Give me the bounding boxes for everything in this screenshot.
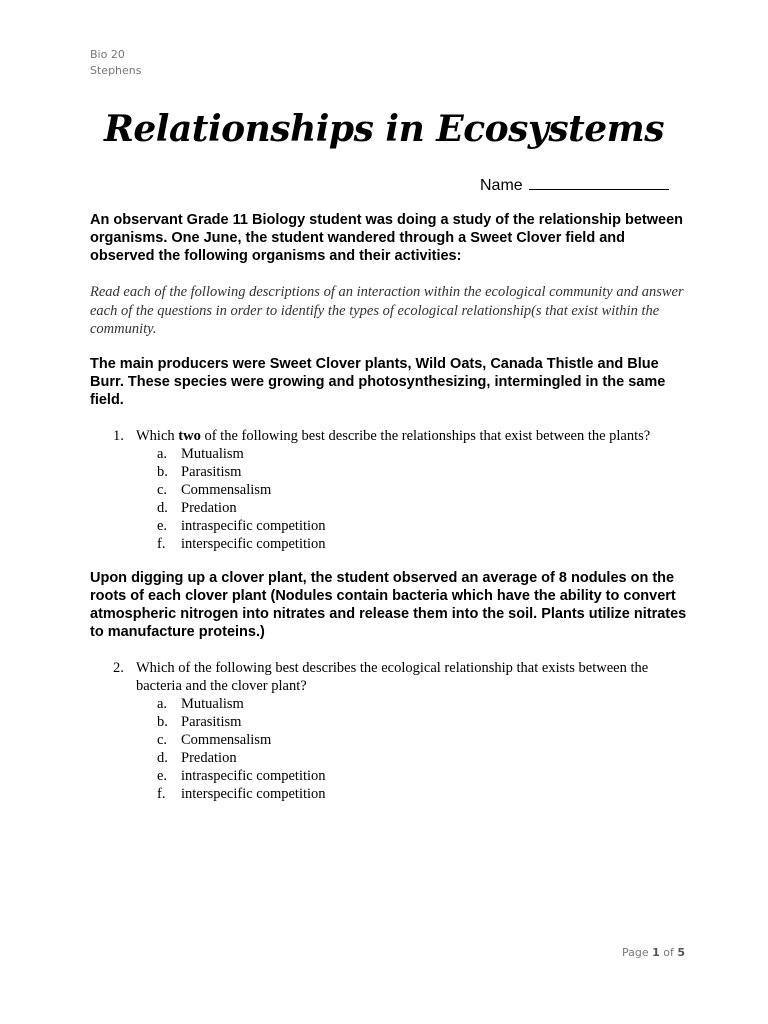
question-1-number: 1. <box>113 428 124 444</box>
question-2-number: 2. <box>113 660 124 676</box>
question-2-options <box>113 695 693 803</box>
option-text: Commensalism <box>181 482 272 498</box>
name-field <box>480 175 669 195</box>
option-text: Parasitism <box>181 714 242 730</box>
option <box>157 767 693 785</box>
question-1 <box>113 427 693 553</box>
question-1-text-after: of the following best describe the relationships that exist between the plants? <box>200 428 651 444</box>
option-text: Mutualism <box>181 696 244 712</box>
option-letter: e. <box>157 768 168 784</box>
option-text: Mutualism <box>181 446 244 462</box>
option <box>157 695 693 713</box>
teacher-label: Stephens <box>90 64 142 77</box>
question-1-text-before: Which <box>136 428 179 444</box>
option-text: interspecific competition <box>181 536 326 552</box>
option <box>157 713 693 731</box>
instructions-paragraph: Read each of the following descriptions of an interaction within the ecological community and answer each of the questions in order to identify the types of ecological relationship(s that exist within the community. <box>90 284 684 337</box>
option <box>157 481 693 499</box>
scenario-1-paragraph: The main producers were Sweet Clover plants, Wild Oats, Canada Thistle and Blue Burr. These species were growing and photosynthesizing, intermingled in the same field. <box>90 356 666 408</box>
option-text: intraspecific competition <box>181 768 326 784</box>
current-page: 1 <box>652 946 660 959</box>
option <box>157 517 693 535</box>
option <box>157 785 693 803</box>
name-label: Name <box>480 177 523 194</box>
page-word: Page <box>622 946 649 959</box>
option-letter: a. <box>157 446 168 462</box>
option <box>157 499 693 517</box>
course-label: Bio 20 <box>90 48 125 61</box>
option-letter: d. <box>157 750 168 766</box>
option <box>157 445 693 463</box>
question-1-text <box>136 427 693 445</box>
option-text: Parasitism <box>181 464 242 480</box>
header-meta <box>90 47 142 79</box>
question-1-text-bold: two <box>178 428 201 444</box>
name-blank-line <box>529 175 669 190</box>
question-1-options <box>113 445 693 553</box>
option <box>157 535 693 553</box>
option <box>157 463 693 481</box>
option-text: Predation <box>181 500 237 516</box>
option-letter: c. <box>157 482 168 498</box>
option-text: interspecific competition <box>181 786 326 802</box>
option-letter: f. <box>157 786 166 802</box>
option <box>157 731 693 749</box>
option-letter: b. <box>157 714 168 730</box>
option <box>157 749 693 767</box>
question-2 <box>113 659 693 803</box>
scenario-2-paragraph: Upon digging up a clover plant, the student observed an average of 8 nodules on the roots of each clover plant (Nodules contain bacteria which have the ability to convert atmospheric nitrogen into nitrates and release them into the soil. Plants utilize nitrates to manufacture proteins.) <box>90 570 687 640</box>
question-2-text: Which of the following best describes the ecological relationship that exists between the bacteria and the clover plant? <box>136 660 649 694</box>
option-letter: d. <box>157 500 168 516</box>
option-letter: e. <box>157 518 168 534</box>
option-text: intraspecific competition <box>181 518 326 534</box>
total-pages: 5 <box>677 946 686 959</box>
option-letter: f. <box>157 536 166 552</box>
intro-paragraph: An observant Grade 11 Biology student was doing a study of the relationship between organisms. One June, the student wandered through a Sweet Clover field and observed the following organisms and their activities: <box>90 212 683 264</box>
option-text: Predation <box>181 750 237 766</box>
option-letter: b. <box>157 464 168 480</box>
page-title: Relationships in Ecosystems <box>103 108 664 150</box>
option-text: Commensalism <box>181 732 272 748</box>
of-word: of <box>663 946 674 959</box>
option-letter: c. <box>157 732 168 748</box>
page-number <box>622 946 685 959</box>
option-letter: a. <box>157 696 168 712</box>
